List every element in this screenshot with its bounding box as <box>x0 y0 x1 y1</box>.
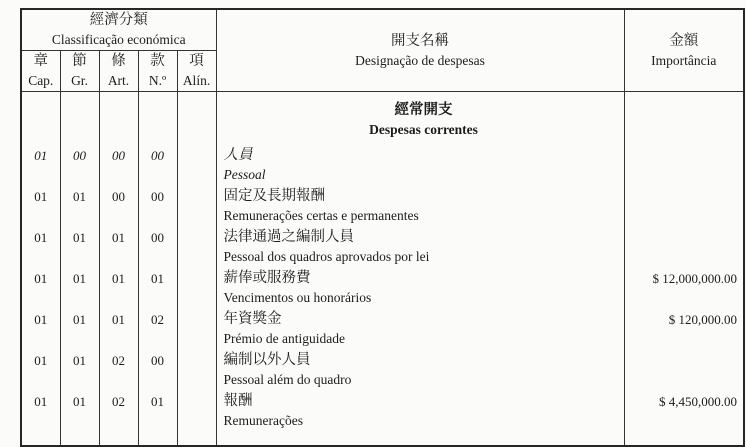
table-row <box>21 391 744 432</box>
cell-amount <box>624 350 744 391</box>
table-row <box>21 227 744 268</box>
header-col-cap <box>21 51 60 92</box>
header-col-n-pt: N.º <box>148 73 167 88</box>
header-col-cap-pt: Cap. <box>28 73 54 88</box>
designation-pt: Prémio de antiguidade <box>223 331 345 346</box>
cell-n: 01 <box>138 268 177 309</box>
cell-art: 01 <box>99 227 138 268</box>
budget-table <box>20 8 745 447</box>
header-col-alin-pt: Alín. <box>182 73 211 88</box>
header-row-group <box>21 9 744 51</box>
designation-zh: 年資獎金 <box>223 311 282 327</box>
cell-alin <box>177 268 216 309</box>
table-row <box>21 268 744 309</box>
header-col-art <box>99 51 138 92</box>
designation-zh: 人員 <box>223 147 253 163</box>
cell-designation <box>216 145 624 186</box>
cell-alin <box>177 186 216 227</box>
designation-pt: Remunerações <box>223 413 303 428</box>
header-classification-pt: Classificação económica <box>51 32 186 47</box>
header-col-n-zh: 款 <box>150 53 165 69</box>
cell-art: 02 <box>99 350 138 391</box>
header-col-alin-zh: 項 <box>189 53 204 69</box>
designation-zh: 固定及長期報酬 <box>223 188 326 204</box>
header-amount <box>624 9 744 92</box>
designation-zh: 編制以外人員 <box>223 352 311 368</box>
cell-cap: 01 <box>34 230 48 245</box>
cell-cap: 01 <box>34 189 48 204</box>
table-row <box>21 309 744 350</box>
cell-designation <box>216 186 624 227</box>
cell-alin <box>177 350 216 391</box>
header-classification-zh: 經濟分類 <box>89 12 148 28</box>
header-col-n <box>138 51 177 92</box>
designation-pt: Pessoal <box>223 167 266 182</box>
cell-gr: 01 <box>60 309 99 350</box>
cell-amount: $ 12,000,000.00 <box>624 268 744 309</box>
cell-designation <box>216 309 624 350</box>
cell-amount <box>624 186 744 227</box>
cell-alin <box>177 309 216 350</box>
section-heading-zh: 經常開支 <box>394 102 453 118</box>
cell-amount <box>624 145 744 186</box>
cell-designation <box>216 268 624 309</box>
designation-pt: Pessoal dos quadros aprovados por lei <box>223 249 430 264</box>
cell-art: 02 <box>99 391 138 432</box>
cell-art: 00 <box>99 186 138 227</box>
header-col-art-zh: 條 <box>111 53 126 69</box>
table-row <box>21 186 744 227</box>
cell-art: 01 <box>99 309 138 350</box>
cell-n: 00 <box>138 145 177 186</box>
cell-gr: 01 <box>60 186 99 227</box>
cell-amount: $ 120,000.00 <box>624 309 744 350</box>
cell-cap: 01 <box>34 148 48 163</box>
header-col-gr-pt: Gr. <box>71 73 88 88</box>
header-designation <box>216 9 624 92</box>
designation-pt: Vencimentos ou honorários <box>223 290 372 305</box>
cell-n: 01 <box>138 391 177 432</box>
cell-art: 01 <box>99 268 138 309</box>
header-amount-zh: 金額 <box>669 32 699 49</box>
designation-zh: 薪俸或服務費 <box>223 270 311 286</box>
designation-pt: Pessoal além do quadro <box>223 372 352 387</box>
cell-alin <box>177 227 216 268</box>
cell-art: 00 <box>99 145 138 186</box>
cell-designation <box>216 227 624 268</box>
cell-n: 00 <box>138 350 177 391</box>
header-amount-pt: Importância <box>651 52 717 68</box>
header-col-gr <box>60 51 99 92</box>
cell-cap: 01 <box>34 394 48 409</box>
cell-designation <box>216 391 624 432</box>
designation-zh: 報酬 <box>223 393 253 409</box>
designation-zh: 法律通過之編制人員 <box>223 229 355 245</box>
cell-gr: 01 <box>60 391 99 432</box>
cell-cap: 01 <box>34 271 48 286</box>
table-row <box>21 145 744 186</box>
cell-amount: $ 4,450,000.00 <box>624 391 744 432</box>
cell-designation <box>216 350 624 391</box>
designation-pt: Remunerações certas e permanentes <box>223 208 419 223</box>
cell-alin <box>177 391 216 432</box>
cell-alin <box>177 145 216 186</box>
cell-n: 00 <box>138 227 177 268</box>
section-heading <box>216 92 624 146</box>
header-classification <box>21 9 216 51</box>
cell-gr: 01 <box>60 350 99 391</box>
header-col-art-pt: Art. <box>107 73 130 88</box>
header-designation-zh: 開支名稱 <box>391 32 450 49</box>
cell-cap: 01 <box>34 353 48 368</box>
table-row <box>21 350 744 391</box>
section-heading-pt: Despesas correntes <box>369 122 478 137</box>
header-col-gr-zh: 節 <box>72 53 87 69</box>
table-bottom-spacer <box>21 432 744 447</box>
cell-gr: 01 <box>60 268 99 309</box>
header-col-alin <box>177 51 216 92</box>
section-heading-row <box>21 92 744 146</box>
cell-cap: 01 <box>34 312 48 327</box>
cell-gr: 01 <box>60 227 99 268</box>
header-designation-pt: Designação de despesas <box>355 52 485 68</box>
cell-gr: 00 <box>60 145 99 186</box>
cell-n: 00 <box>138 186 177 227</box>
cell-amount <box>624 227 744 268</box>
cell-n: 02 <box>138 309 177 350</box>
header-col-cap-zh: 章 <box>33 53 48 69</box>
